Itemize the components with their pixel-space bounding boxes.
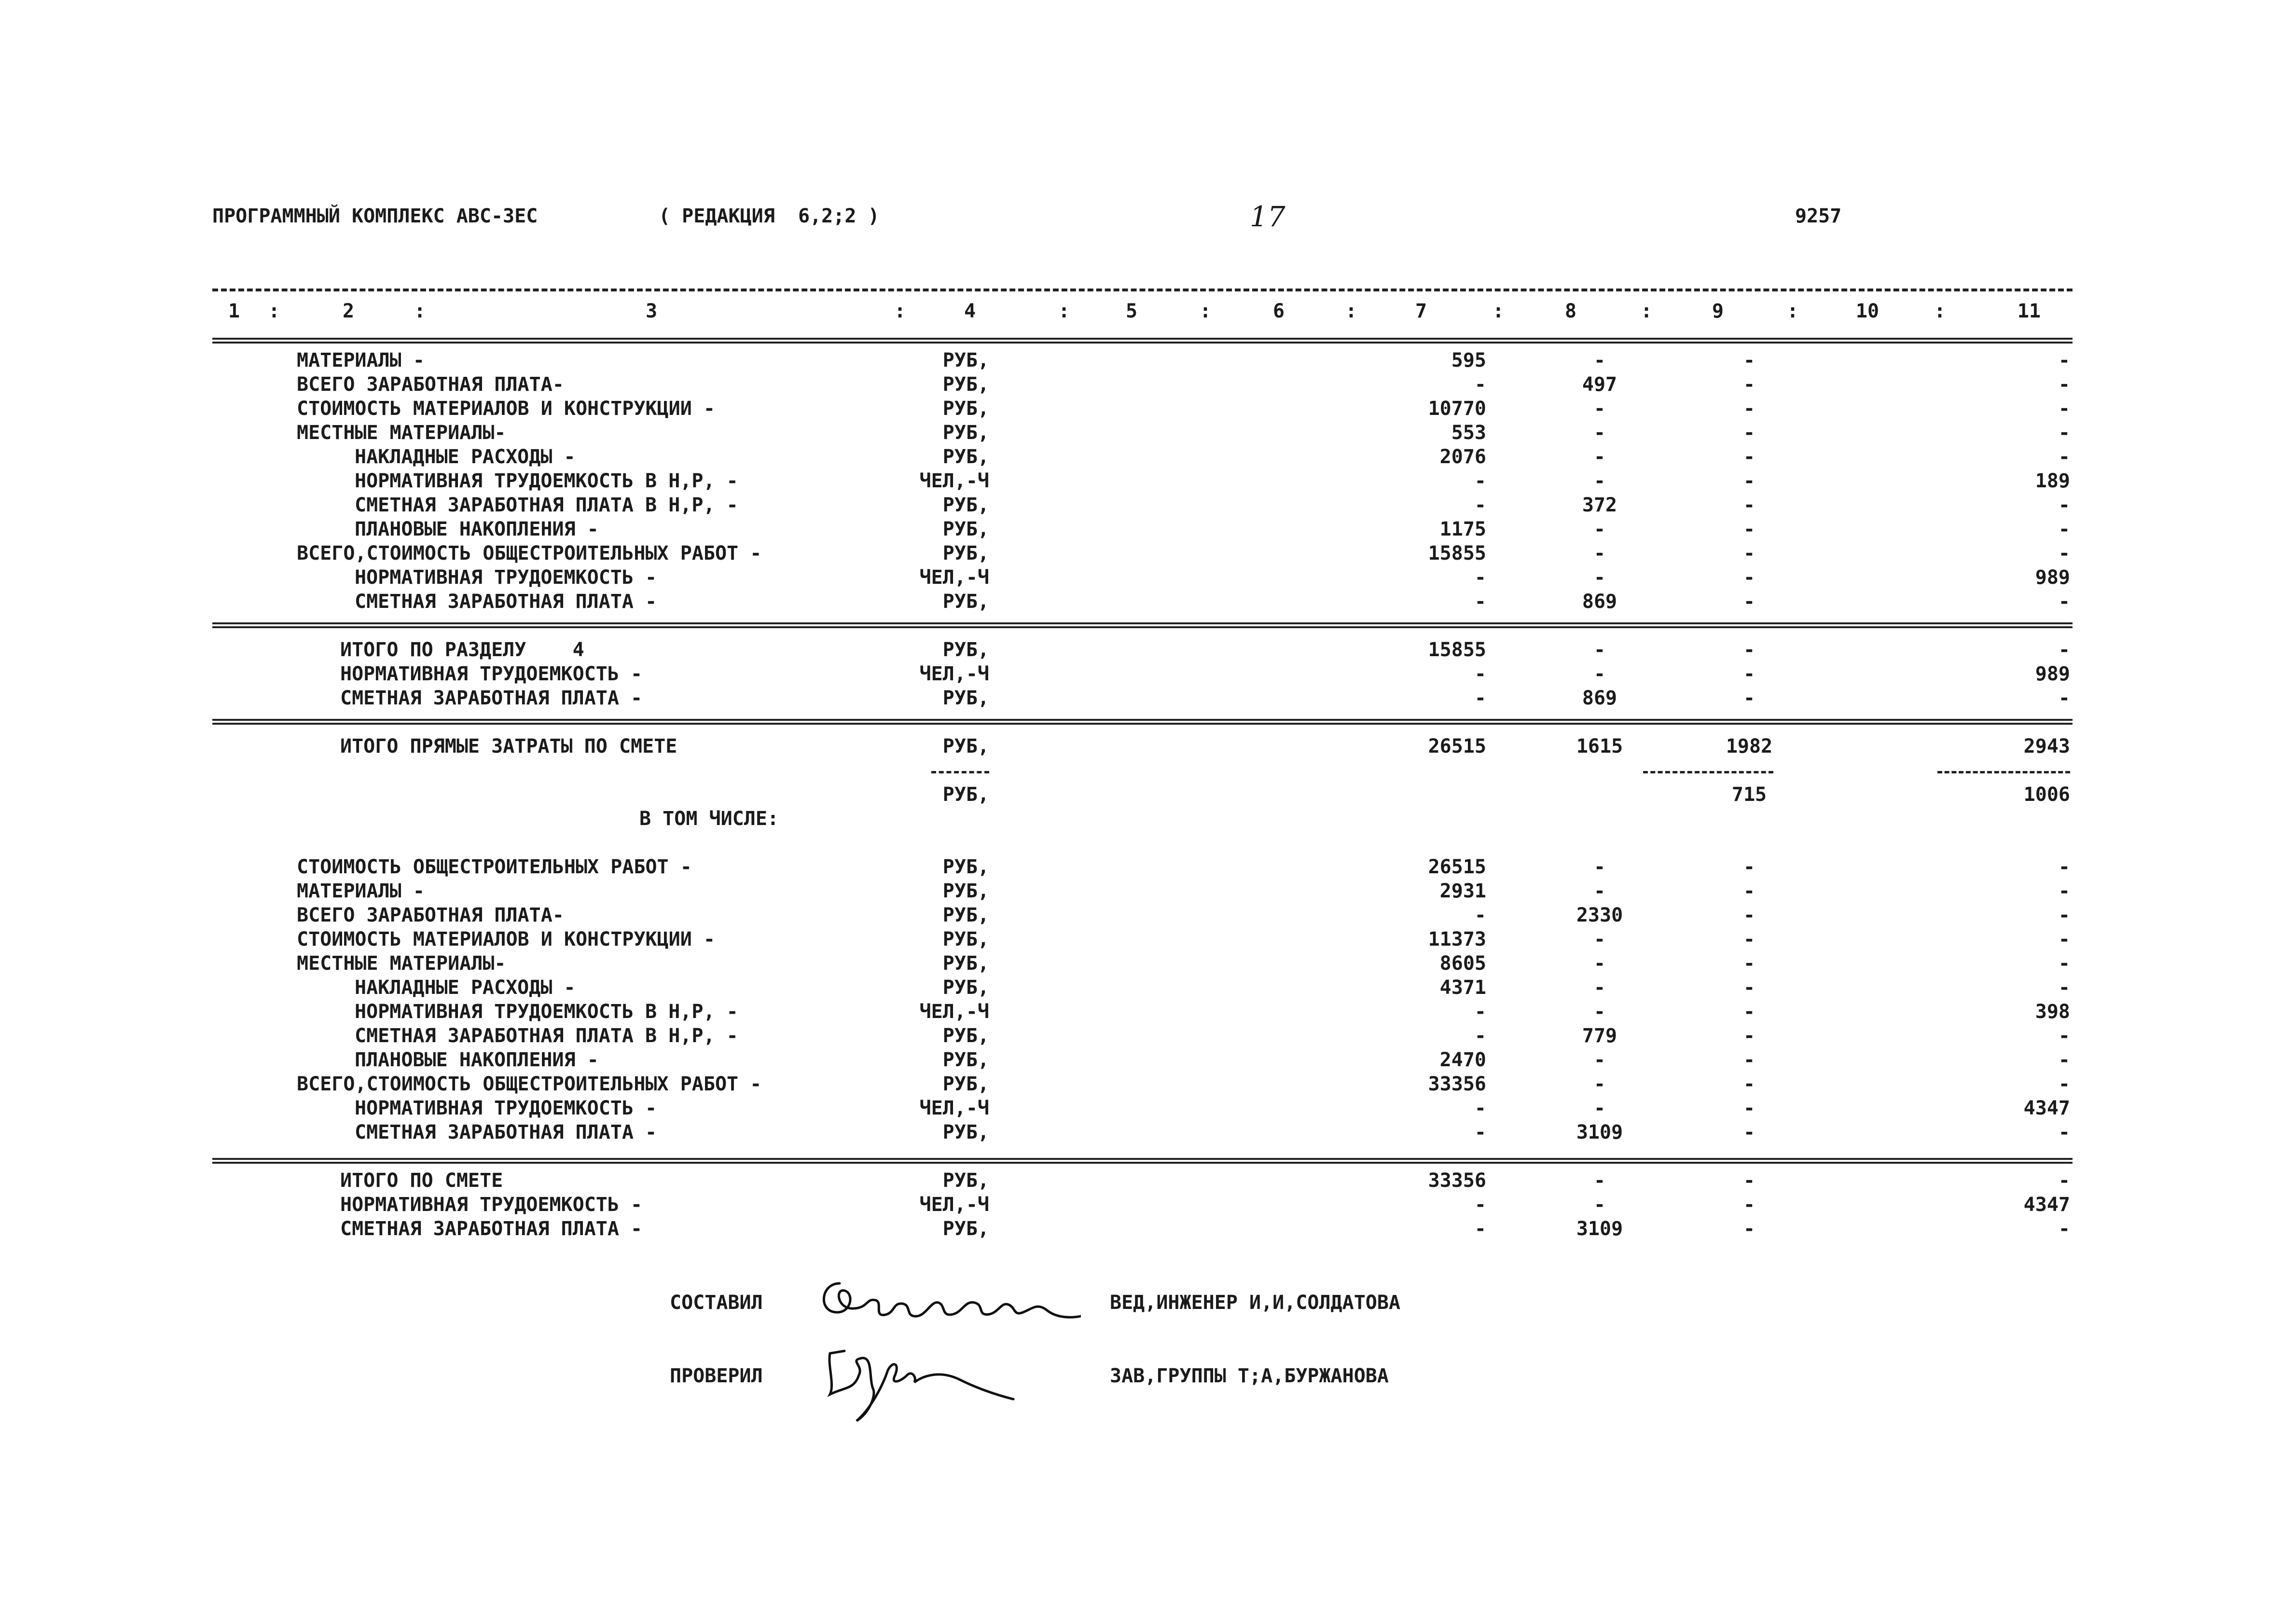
row-col9-value: - — [1743, 687, 1755, 709]
column-header-4: 4 — [964, 300, 976, 322]
row-col8-value: - — [1593, 1097, 1606, 1119]
row-unit: ЧЕЛ,-Ч — [919, 663, 989, 685]
row-col9-value: 715 — [1731, 784, 1767, 806]
table-row — [0, 1195, 2280, 1219]
row-col8-value: - — [1593, 1001, 1606, 1023]
row-unit: РУБ, — [942, 1121, 989, 1143]
row-unit: РУБ, — [942, 687, 989, 709]
row-label: ИТОГО ПО РАЗДЕЛУ 4 — [340, 639, 584, 661]
row-col8-value: - — [1593, 663, 1606, 685]
row-unit: РУБ, — [942, 373, 989, 396]
row-col8-value: 869 — [1582, 591, 1617, 613]
row-label: СМЕТНАЯ ЗАРАБОТНАЯ ПЛАТА - — [355, 591, 657, 613]
row-col8-value: - — [1593, 518, 1606, 540]
table-row — [0, 640, 2280, 664]
row-unit: ЧЕЛ,-Ч — [919, 470, 989, 492]
table-row — [0, 471, 2280, 495]
row-unit: РУБ, — [942, 977, 989, 999]
row-col7-value: - — [1474, 904, 1486, 926]
row-col7-value: 1175 — [1439, 518, 1486, 540]
row-col7-value: - — [1474, 1097, 1486, 1119]
row-col11-value: - — [2058, 494, 2070, 516]
row-label: НАКЛАДНЫЕ РАСХОДЫ - — [355, 977, 576, 999]
row-unit: РУБ, — [942, 1049, 989, 1071]
row-label: СМЕТНАЯ ЗАРАБОТНАЯ ПЛАТА В Н,Р, - — [355, 1025, 738, 1047]
row-col11-value: - — [2058, 904, 2070, 926]
row-col8-value: - — [1593, 880, 1606, 902]
row-col11-value: 4347 — [2023, 1097, 2070, 1119]
row-col11-value: - — [2058, 952, 2070, 975]
row-col8-value: - — [1593, 398, 1606, 420]
column-header-6: 6 — [1272, 300, 1285, 322]
row-col8-value: 3109 — [1576, 1121, 1623, 1143]
row-label: ВСЕГО,СТОИМОСТЬ ОБЩЕСТРОИТЕЛЬНЫХ РАБОТ - — [297, 542, 762, 564]
row-label: МАТЕРИАЛЫ - — [297, 349, 425, 372]
table-top-rule — [212, 289, 2073, 291]
row-unit: РУБ, — [942, 952, 989, 975]
row-col9-value: - — [1743, 446, 1755, 468]
row-unit: РУБ, — [942, 880, 989, 902]
table-row — [0, 1074, 2280, 1099]
row-col7-value: - — [1474, 494, 1486, 516]
row-col9-value: - — [1743, 856, 1755, 878]
row-col7-value: 2470 — [1439, 1049, 1486, 1071]
row-col9-value: - — [1743, 373, 1755, 396]
row-col9-value: - — [1743, 494, 1755, 516]
table-row — [0, 1002, 2280, 1026]
column-header-2: 2 — [342, 300, 355, 322]
column-separator: : — [1492, 300, 1505, 322]
row-col7-value: 553 — [1451, 422, 1486, 444]
row-col8-value: - — [1593, 952, 1606, 975]
row-label: НОРМАТИВНАЯ ТРУДОЕМКОСТЬ В Н,Р, - — [355, 1001, 738, 1023]
document-number: 9257 — [1795, 205, 1842, 227]
row-unit: РУБ, — [942, 856, 989, 878]
row-unit: РУБ, — [942, 349, 989, 372]
table-row — [0, 857, 2280, 881]
row-col8-value: - — [1593, 349, 1606, 372]
row-col8-value: - — [1593, 639, 1606, 661]
column-separator: : — [1345, 300, 1357, 322]
compiled-signature — [811, 1264, 1081, 1332]
row-col9-value: - — [1743, 1121, 1755, 1143]
table-row — [0, 881, 2280, 906]
row-col11-value: - — [2058, 398, 2070, 420]
row-col11-value: - — [2058, 856, 2070, 878]
subtotal-underline — [1643, 771, 1773, 773]
row-col9-value: - — [1743, 1001, 1755, 1023]
row-unit: ЧЕЛ,-Ч — [919, 1194, 989, 1216]
row-col7-value: 4371 — [1439, 977, 1486, 999]
edition-label: ( РЕДАКЦИЯ 6,2;2 ) — [659, 205, 880, 227]
table-row — [0, 423, 2280, 447]
row-col8-value: 869 — [1582, 687, 1617, 709]
row-col9-value: - — [1743, 904, 1755, 926]
row-col9-value: - — [1743, 663, 1755, 685]
row-col8-value: - — [1593, 470, 1606, 492]
row-unit: ЧЕЛ,-Ч — [919, 566, 989, 589]
handwritten-page-number: 17 — [1250, 200, 1285, 233]
row-col9-value: - — [1743, 1194, 1755, 1216]
row-label: НАКЛАДНЫЕ РАСХОДЫ - — [355, 446, 576, 468]
table-row — [0, 664, 2280, 688]
row-unit: РУБ, — [942, 1170, 989, 1192]
row-label: ПЛАНОВЫЕ НАКОПЛЕНИЯ - — [355, 1049, 599, 1071]
table-row — [0, 447, 2280, 471]
column-separator: : — [1199, 300, 1212, 322]
row-label: В ТОМ ЧИСЛЕ: — [639, 808, 779, 830]
column-header-7: 7 — [1415, 300, 1427, 322]
row-unit: РУБ, — [942, 904, 989, 926]
table-row — [0, 351, 2280, 375]
row-col9-value: - — [1743, 880, 1755, 902]
table-row — [0, 809, 2280, 833]
row-label: СМЕТНАЯ ЗАРАБОТНАЯ ПЛАТА - — [340, 1218, 643, 1240]
row-unit: ЧЕЛ,-Ч — [919, 1001, 989, 1023]
program-name: ПРОГРАММНЫЙ КОМПЛЕКС АВС-3ЕС — [212, 205, 538, 227]
row-col9-value: - — [1743, 1170, 1755, 1192]
row-col9-value: - — [1743, 542, 1755, 564]
row-label: ИТОГО ПО СМЕТЕ — [340, 1170, 503, 1192]
row-unit: РУБ, — [942, 1073, 989, 1095]
table-row — [0, 399, 2280, 423]
row-col9-value: - — [1743, 1218, 1755, 1240]
column-header-10: 10 — [1855, 300, 1879, 322]
row-col9-value: - — [1743, 398, 1755, 420]
row-col8-value: 2330 — [1576, 904, 1623, 926]
row-col11-value: 189 — [2035, 470, 2070, 492]
row-col7-value: - — [1474, 1025, 1486, 1047]
row-col7-value: - — [1474, 566, 1486, 589]
row-col9-value: - — [1743, 566, 1755, 589]
table-row — [0, 954, 2280, 978]
row-label: СТОИМОСТЬ МАТЕРИАЛОВ И КОНСТРУКЦИИ - — [297, 928, 715, 950]
row-label: СТОИМОСТЬ МАТЕРИАЛОВ И КОНСТРУКЦИИ - — [297, 398, 715, 420]
table-row — [0, 495, 2280, 520]
row-col8-value: - — [1593, 928, 1606, 950]
row-col11-value: - — [2058, 687, 2070, 709]
compiled-label: СОСТАВИЛ — [670, 1292, 763, 1314]
row-col7-value: - — [1474, 1001, 1486, 1023]
section-rule — [212, 719, 2073, 725]
row-col9-value: - — [1743, 952, 1755, 975]
column-separator: : — [1058, 300, 1070, 322]
column-separator: : — [1640, 300, 1653, 322]
row-col9-value: - — [1743, 1097, 1755, 1119]
row-label: НОРМАТИВНАЯ ТРУДОЕМКОСТЬ - — [340, 663, 643, 685]
row-label: НОРМАТИВНАЯ ТРУДОЕМКОСТЬ - — [355, 1097, 657, 1119]
row-col8-value: 3109 — [1576, 1218, 1623, 1240]
row-col11-value: - — [2058, 1121, 2070, 1143]
row-label: МАТЕРИАЛЫ - — [297, 880, 425, 902]
table-row — [0, 1171, 2280, 1195]
row-col11-value: 398 — [2035, 1001, 2070, 1023]
table-row — [0, 1123, 2280, 1147]
row-unit: РУБ, — [942, 928, 989, 950]
row-col7-value: - — [1474, 373, 1486, 396]
row-col8-value: 779 — [1582, 1025, 1617, 1047]
table-row — [0, 930, 2280, 954]
row-col7-value: 26515 — [1428, 735, 1486, 757]
row-col7-value: - — [1474, 1121, 1486, 1143]
row-label: СТОИМОСТЬ ОБЩЕСТРОИТЕЛЬНЫХ РАБОТ - — [297, 856, 692, 878]
row-col11-value: - — [2058, 422, 2070, 444]
row-col8-value: 1615 — [1576, 735, 1623, 757]
section-rule — [212, 1158, 2073, 1164]
row-col11-value: 4347 — [2023, 1194, 2070, 1216]
row-col8-value: 497 — [1582, 373, 1617, 396]
row-col11-value: - — [2058, 446, 2070, 468]
subtotal-underline — [931, 771, 989, 773]
row-col7-value: - — [1474, 591, 1486, 613]
compiled-by: ВЕД,ИНЖЕНЕР И,И,СОЛДАТОВА — [1110, 1292, 1401, 1314]
table-row — [0, 1026, 2280, 1050]
row-col11-value: - — [2058, 349, 2070, 372]
column-separator: : — [1934, 300, 1946, 322]
table-row — [0, 1219, 2280, 1243]
row-unit: РУБ, — [942, 1218, 989, 1240]
section-rule — [212, 622, 2073, 628]
row-unit: РУБ, — [942, 735, 989, 757]
row-col11-value: - — [2058, 880, 2070, 902]
row-col9-value: - — [1743, 928, 1755, 950]
row-col7-value: - — [1474, 470, 1486, 492]
row-label: ВСЕГО ЗАРАБОТНАЯ ПЛАТА- — [297, 904, 564, 926]
row-label: ИТОГО ПРЯМЫЕ ЗАТРАТЫ ПО СМЕТЕ — [340, 735, 677, 757]
column-separator: : — [1786, 300, 1799, 322]
row-label: НОРМАТИВНАЯ ТРУДОЕМКОСТЬ - — [355, 566, 657, 589]
row-col7-value: 33356 — [1428, 1073, 1486, 1095]
column-separator: : — [268, 300, 280, 322]
row-col11-value: - — [2058, 1170, 2070, 1192]
row-col9-value: - — [1743, 1025, 1755, 1047]
row-col7-value: 11373 — [1428, 928, 1486, 950]
column-header-rule — [212, 338, 2073, 344]
column-separator: : — [414, 300, 426, 322]
row-label: НОРМАТИВНАЯ ТРУДОЕМКОСТЬ В Н,Р, - — [355, 470, 738, 492]
row-col7-value: 595 — [1451, 349, 1486, 372]
row-col7-value: - — [1474, 1194, 1486, 1216]
row-label: СМЕТНАЯ ЗАРАБОТНАЯ ПЛАТА - — [340, 687, 643, 709]
row-col11-value: - — [2058, 1025, 2070, 1047]
row-col8-value: - — [1593, 977, 1606, 999]
row-col9-value: - — [1743, 1049, 1755, 1071]
table-row — [0, 978, 2280, 1002]
row-col8-value: - — [1593, 1194, 1606, 1216]
row-col8-value: - — [1593, 446, 1606, 468]
row-unit: РУБ, — [942, 542, 989, 564]
row-col11-value: - — [2058, 639, 2070, 661]
row-col7-value: 26515 — [1428, 856, 1486, 878]
row-unit: РУБ, — [942, 398, 989, 420]
row-label: СМЕТНАЯ ЗАРАБОТНАЯ ПЛАТА В Н,Р, - — [355, 494, 738, 516]
row-label: ПЛАНОВЫЕ НАКОПЛЕНИЯ - — [355, 518, 599, 540]
row-col9-value: - — [1743, 470, 1755, 492]
row-label: ВСЕГО,СТОИМОСТЬ ОБЩЕСТРОИТЕЛЬНЫХ РАБОТ - — [297, 1073, 762, 1095]
checked-signature — [815, 1336, 1018, 1428]
row-col7-value: 2076 — [1439, 446, 1486, 468]
table-row — [0, 544, 2280, 568]
table-row — [0, 592, 2280, 616]
column-separator: : — [894, 300, 906, 322]
row-col7-value: - — [1474, 1218, 1486, 1240]
row-col11-value: - — [2058, 1049, 2070, 1071]
row-col7-value: 2931 — [1439, 880, 1486, 902]
row-label: МЕСТНЫЕ МАТЕРИАЛЫ- — [297, 422, 506, 444]
row-label: СМЕТНАЯ ЗАРАБОТНАЯ ПЛАТА - — [355, 1121, 657, 1143]
row-col9-value: - — [1743, 639, 1755, 661]
row-col11-value: - — [2058, 977, 2070, 999]
row-col7-value: - — [1474, 687, 1486, 709]
row-col9-value: - — [1743, 422, 1755, 444]
row-label: ВСЕГО ЗАРАБОТНАЯ ПЛАТА- — [297, 373, 564, 396]
table-row — [0, 1099, 2280, 1123]
row-col8-value: - — [1593, 422, 1606, 444]
row-col9-value: - — [1743, 1073, 1755, 1095]
row-col8-value: - — [1593, 542, 1606, 564]
row-unit: РУБ, — [942, 446, 989, 468]
table-row — [0, 906, 2280, 930]
table-row — [0, 737, 2280, 761]
row-col11-value: - — [2058, 1218, 2070, 1240]
row-col7-value: 10770 — [1428, 398, 1486, 420]
table-row — [0, 520, 2280, 544]
row-col11-value: - — [2058, 542, 2070, 564]
row-col7-value: 33356 — [1428, 1170, 1486, 1192]
row-col9-value: - — [1743, 591, 1755, 613]
column-header-8: 8 — [1564, 300, 1577, 322]
column-header-3: 3 — [645, 300, 658, 322]
row-col8-value: - — [1593, 1170, 1606, 1192]
row-col11-value: 2943 — [2023, 735, 2070, 757]
row-unit: РУБ, — [942, 639, 989, 661]
row-col11-value: 1006 — [2023, 784, 2070, 806]
row-col9-value: - — [1743, 349, 1755, 372]
row-col7-value: 15855 — [1428, 639, 1486, 661]
row-col8-value: - — [1593, 1049, 1606, 1071]
table-row — [0, 688, 2280, 713]
row-label: НОРМАТИВНАЯ ТРУДОЕМКОСТЬ - — [340, 1194, 643, 1216]
row-label: МЕСТНЫЕ МАТЕРИАЛЫ- — [297, 952, 506, 975]
row-col11-value: - — [2058, 928, 2070, 950]
row-col11-value: 989 — [2035, 663, 2070, 685]
table-row — [0, 375, 2280, 399]
row-unit: РУБ, — [942, 422, 989, 444]
row-col11-value: - — [2058, 518, 2070, 540]
row-col7-value: 8605 — [1439, 952, 1486, 975]
checked-by: ЗАВ,ГРУППЫ Т;А,БУРЖАНОВА — [1110, 1365, 1389, 1387]
checked-label: ПРОВЕРИЛ — [670, 1365, 763, 1387]
row-unit: РУБ, — [942, 1025, 989, 1047]
row-col11-value: - — [2058, 373, 2070, 396]
row-col11-value: - — [2058, 591, 2070, 613]
row-unit: РУБ, — [942, 591, 989, 613]
row-unit: РУБ, — [942, 494, 989, 516]
row-col7-value: 15855 — [1428, 542, 1486, 564]
column-header-11: 11 — [2017, 300, 2041, 322]
row-col8-value: - — [1593, 856, 1606, 878]
column-header-9: 9 — [1712, 300, 1724, 322]
row-unit: РУБ, — [942, 518, 989, 540]
subtotal-underline — [1937, 771, 2070, 773]
row-col9-value: 1982 — [1726, 735, 1773, 757]
row-col9-value: - — [1743, 518, 1755, 540]
row-unit: ЧЕЛ,-Ч — [919, 1097, 989, 1119]
row-col11-value: - — [2058, 1073, 2070, 1095]
column-header-5: 5 — [1125, 300, 1138, 322]
table-row — [0, 785, 2280, 809]
row-col8-value: - — [1593, 1073, 1606, 1095]
column-header-1: 1 — [228, 300, 240, 322]
row-col7-value: - — [1474, 663, 1486, 685]
row-col8-value: - — [1593, 566, 1606, 589]
row-col9-value: - — [1743, 977, 1755, 999]
row-col11-value: 989 — [2035, 566, 2070, 589]
table-row — [0, 568, 2280, 592]
row-unit: РУБ, — [942, 784, 989, 806]
row-col8-value: 372 — [1582, 494, 1617, 516]
table-row — [0, 1050, 2280, 1074]
